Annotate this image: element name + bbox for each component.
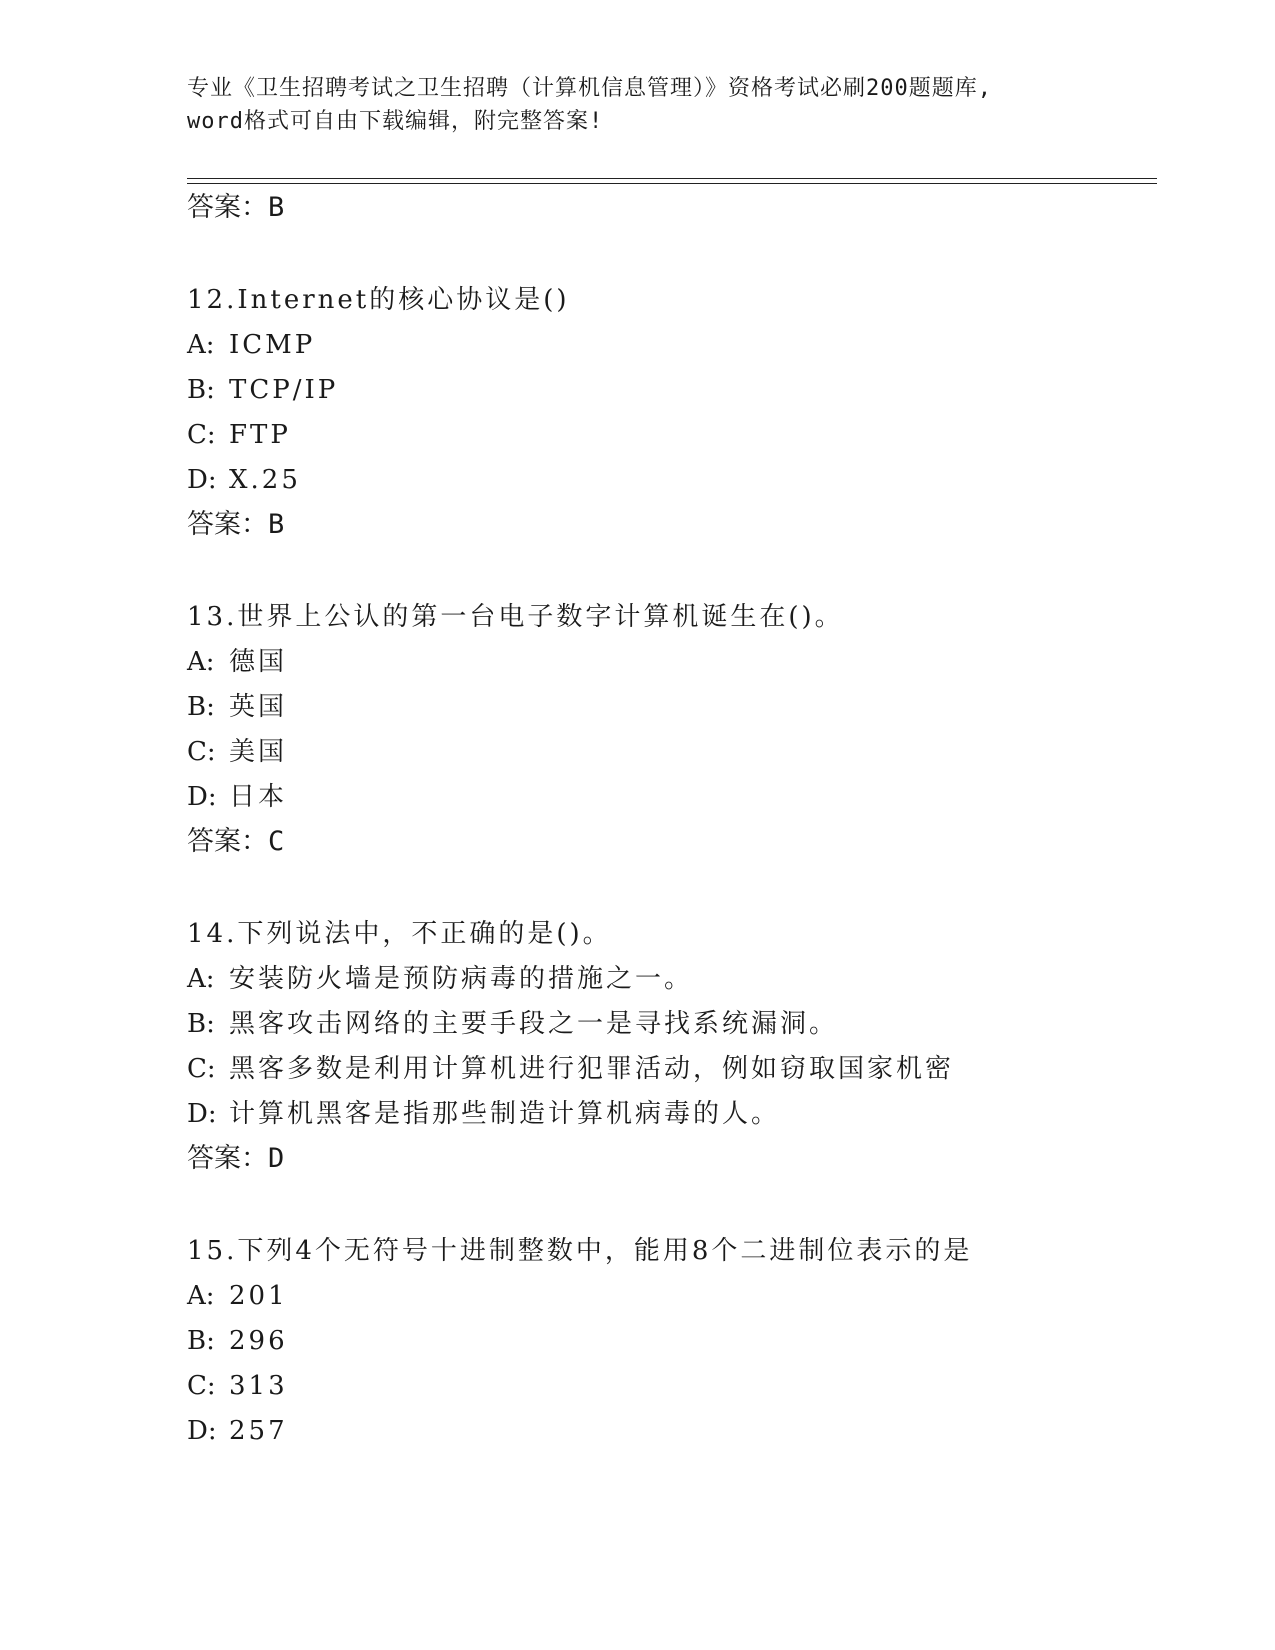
option-letter: B: bbox=[187, 1326, 215, 1356]
option-text: 201 bbox=[229, 1281, 288, 1311]
question-13-option-a bbox=[187, 645, 287, 679]
question-13-option-d bbox=[187, 780, 287, 814]
option-text: 美国 bbox=[229, 737, 288, 767]
option-text: X.25 bbox=[229, 465, 301, 495]
option-text: 日本 bbox=[229, 782, 288, 812]
question-13-text: 13.世界上公认的第一台电子数字计算机诞生在()。 bbox=[187, 602, 844, 632]
question-12-option-b bbox=[187, 373, 338, 407]
option-letter: C: bbox=[187, 737, 216, 767]
option-text: 黑客攻击网络的主要手段之一是寻找系统漏洞。 bbox=[229, 1009, 839, 1039]
header-divider-top bbox=[187, 178, 1157, 179]
option-letter: C: bbox=[187, 1371, 216, 1401]
option-letter: A: bbox=[187, 1281, 215, 1311]
question-15-option-d bbox=[187, 1414, 288, 1448]
option-letter: A: bbox=[187, 330, 215, 360]
option-text: 257 bbox=[229, 1416, 288, 1446]
option-letter: D: bbox=[187, 1099, 217, 1129]
option-text: 313 bbox=[229, 1371, 288, 1401]
answer-prev: 答案：B bbox=[187, 192, 285, 223]
question-12-option-a bbox=[187, 328, 315, 362]
question-15-option-a bbox=[187, 1279, 288, 1313]
header-divider-bottom bbox=[187, 183, 1157, 184]
option-letter: D: bbox=[187, 1416, 217, 1446]
option-letter: B: bbox=[187, 692, 215, 722]
question-15-option-c bbox=[187, 1369, 288, 1403]
question-14-option-a bbox=[187, 962, 693, 996]
question-12-text: 12.Internet的核心协议是() bbox=[187, 285, 570, 315]
option-text: TCP/IP bbox=[229, 375, 339, 405]
option-text: 英国 bbox=[229, 692, 288, 722]
question-14-text: 14.下列说法中，不正确的是()。 bbox=[187, 919, 612, 949]
option-text: ICMP bbox=[229, 330, 316, 360]
option-letter: A: bbox=[187, 647, 215, 677]
option-letter: D: bbox=[187, 782, 217, 812]
option-text: 296 bbox=[229, 1326, 288, 1356]
option-text: 计算机黑客是指那些制造计算机病毒的人。 bbox=[229, 1099, 781, 1129]
header-line-1: 专业《卫生招聘考试之卫生招聘（计算机信息管理）》资格考试必刷200题题库, bbox=[187, 76, 992, 101]
question-14-answer: 答案：D bbox=[187, 1143, 285, 1174]
option-letter: B: bbox=[187, 375, 215, 405]
question-15-option-b bbox=[187, 1324, 288, 1358]
question-15-text: 15.下列4个无符号十进制整数中，能用8个二进制位表示的是 bbox=[187, 1236, 973, 1266]
option-text: 安装防火墙是预防病毒的措施之一。 bbox=[229, 964, 694, 994]
option-letter: C: bbox=[187, 420, 216, 450]
question-14-option-d bbox=[187, 1097, 780, 1131]
question-12-option-c bbox=[187, 418, 291, 452]
option-text: FTP bbox=[229, 420, 291, 450]
header-line-2: word格式可自由下载编辑，附完整答案! bbox=[187, 109, 604, 134]
question-13-answer: 答案：C bbox=[187, 826, 285, 857]
document-header bbox=[187, 72, 1087, 138]
option-text: 德国 bbox=[229, 647, 288, 677]
option-letter: D: bbox=[187, 465, 217, 495]
question-14-option-b bbox=[187, 1007, 838, 1041]
option-letter: A: bbox=[187, 964, 215, 994]
option-text: 黑客多数是利用计算机进行犯罪活动，例如窃取国家机密 bbox=[229, 1054, 955, 1084]
question-14-option-c bbox=[187, 1052, 954, 1086]
option-letter: B: bbox=[187, 1009, 215, 1039]
question-12-answer: 答案：B bbox=[187, 509, 285, 540]
option-letter: C: bbox=[187, 1054, 216, 1084]
question-13-option-c bbox=[187, 735, 287, 769]
question-12-option-d bbox=[187, 463, 301, 497]
question-13-option-b bbox=[187, 690, 287, 724]
